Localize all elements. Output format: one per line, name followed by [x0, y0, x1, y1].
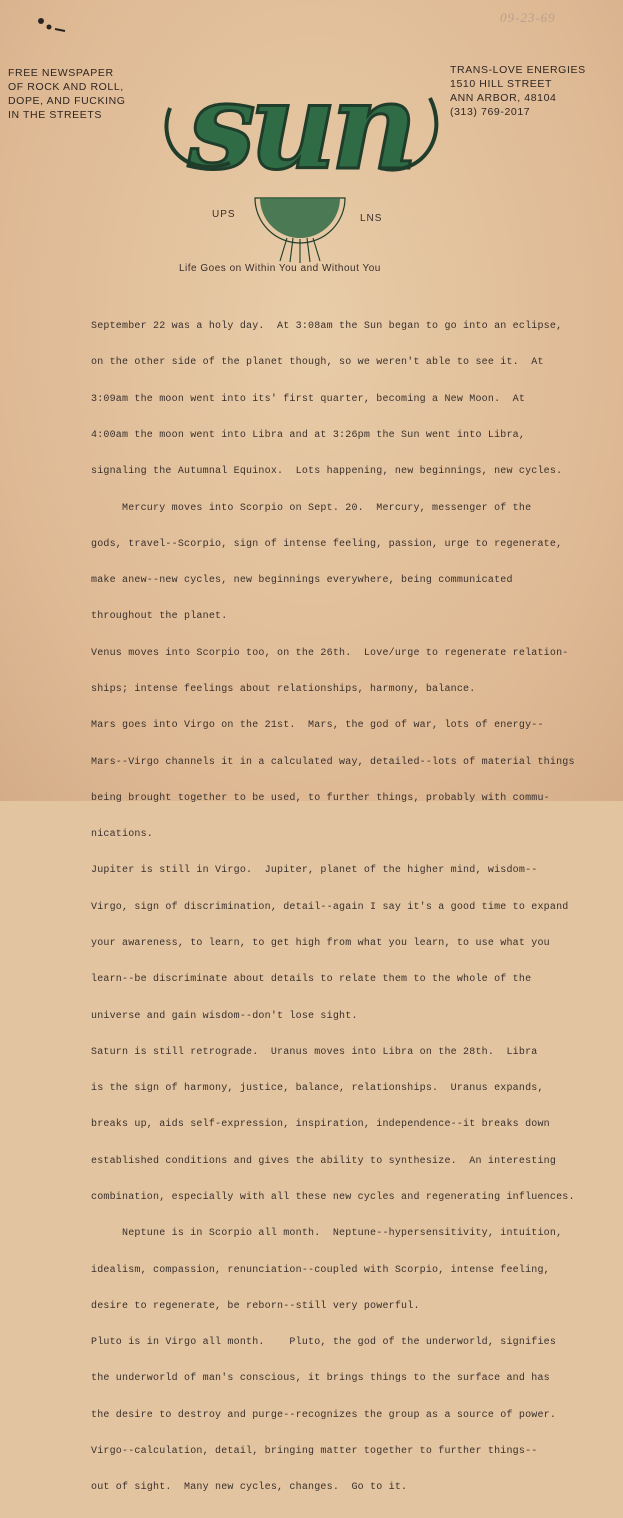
- body-line: being brought together to be used, to further things, probably with commu-: [91, 792, 550, 804]
- body-line: ships; intense feelings about relationships, harmony, balance.: [91, 684, 476, 695]
- body-line: gods, travel--Scorpio, sign of intense feeling, passion, urge to regenerate,: [91, 538, 563, 550]
- wire-service-lns: LNS: [360, 213, 383, 224]
- body-line: Mars goes into Virgo on the 21st. Mars, the god of war, lots of energy--: [91, 720, 544, 732]
- body-line: out of sight. Many new cycles, changes. Go to it.: [91, 1482, 408, 1494]
- body-line: Neptune is in Scorpio all month. Neptune--hypersensitivity, intuition,: [91, 1228, 563, 1240]
- sun-logo: [150, 48, 450, 263]
- body-line: is the sign of harmony, justice, balance, relationships. Uranus expands,: [91, 1083, 544, 1095]
- body-line: the desire to destroy and purge--recognizes the group as a source of power.: [91, 1409, 557, 1421]
- wire-service-ups: UPS: [212, 209, 236, 220]
- body-line: universe and gain wisdom--don't lose sight.: [91, 1010, 358, 1022]
- body-line: make anew--new cycles, new beginnings everywhere, being communicated: [91, 575, 513, 587]
- body-line: Mars--Virgo channels it in a calculated way, detailed--lots of material things: [91, 756, 575, 768]
- article-headline: Life Goes on Within You and Without You: [179, 263, 381, 274]
- address-line: (313) 769-2017: [450, 106, 531, 118]
- body-line: 4:00am the moon went into Libra and at 3:26pm the Sun went into Libra,: [91, 430, 526, 442]
- tagline-line: IN THE STREETS: [8, 109, 102, 121]
- body-line: idealism, compassion, renunciation--coupled with Scorpio, intense feeling,: [91, 1264, 550, 1276]
- tagline-line: FREE NEWSPAPER: [8, 67, 114, 79]
- body-line: nications.: [91, 829, 154, 841]
- body-line: throughout the planet.: [91, 611, 228, 623]
- body-line: Venus moves into Scorpio too, on the 26th. Love/urge to regenerate relation-: [91, 647, 569, 659]
- body-line: Pluto is in Virgo all month. Pluto, the god of the underworld, signifies: [91, 1337, 557, 1349]
- body-line: Virgo, sign of discrimination, detail--again I say it's a good time to expand: [91, 901, 569, 913]
- ink-smudge: [35, 15, 75, 35]
- tagline-line: OF ROCK AND ROLL,: [8, 81, 124, 93]
- body-line: the underworld of man's conscious, it brings things to the surface and has: [91, 1373, 550, 1385]
- body-line: established conditions and gives the ability to synthesize. An interesting: [91, 1155, 557, 1167]
- body-line: 3:09am the moon went into its' first quarter, becoming a New Moon. At: [91, 393, 526, 405]
- tagline-line: DOPE, AND FUCKING: [8, 95, 126, 107]
- body-line: Jupiter is still in Virgo. Jupiter, planet of the higher mind, wisdom--: [91, 865, 538, 877]
- address-line: ANN ARBOR, 48104: [450, 92, 557, 104]
- body-line: September 22 was a holy day. At 3:08am the Sun began to go into an eclipse,: [91, 321, 563, 333]
- body-line: Saturn is still retrograde. Uranus moves into Libra on the 28th. Libra: [91, 1046, 538, 1058]
- masthead-address: [450, 63, 620, 119]
- logo-wordmark: sun: [187, 56, 413, 197]
- body-line: combination, especially with all these new cycles and regenerating influences.: [91, 1191, 575, 1203]
- body-line: desire to regenerate, be reborn--still very powerful.: [91, 1300, 420, 1312]
- body-line: breaks up, aids self-expression, inspiration, independence--it breaks down: [91, 1119, 550, 1131]
- address-line: 1510 HILL STREET: [450, 78, 553, 90]
- body-line: Mercury moves into Scorpio on Sept. 20. Mercury, messenger of the: [91, 502, 532, 514]
- archive-date-mark: 09-23-69: [500, 10, 556, 25]
- address-line: TRANS-LOVE ENERGIES: [450, 64, 586, 76]
- body-line: your awareness, to learn, to get high from what you learn, to use what you: [91, 937, 550, 949]
- body-line: learn--be discriminate about details to relate them to the whole of the: [91, 974, 532, 986]
- body-line: signaling the Autumnal Equinox. Lots happening, new beginnings, new cycles.: [91, 466, 563, 478]
- body-line: Virgo--calculation, detail, bringing matter together to further things--: [91, 1445, 538, 1457]
- article-body: [91, 297, 591, 1518]
- body-line: on the other side of the planet though, so we weren't able to see it. At: [91, 357, 544, 369]
